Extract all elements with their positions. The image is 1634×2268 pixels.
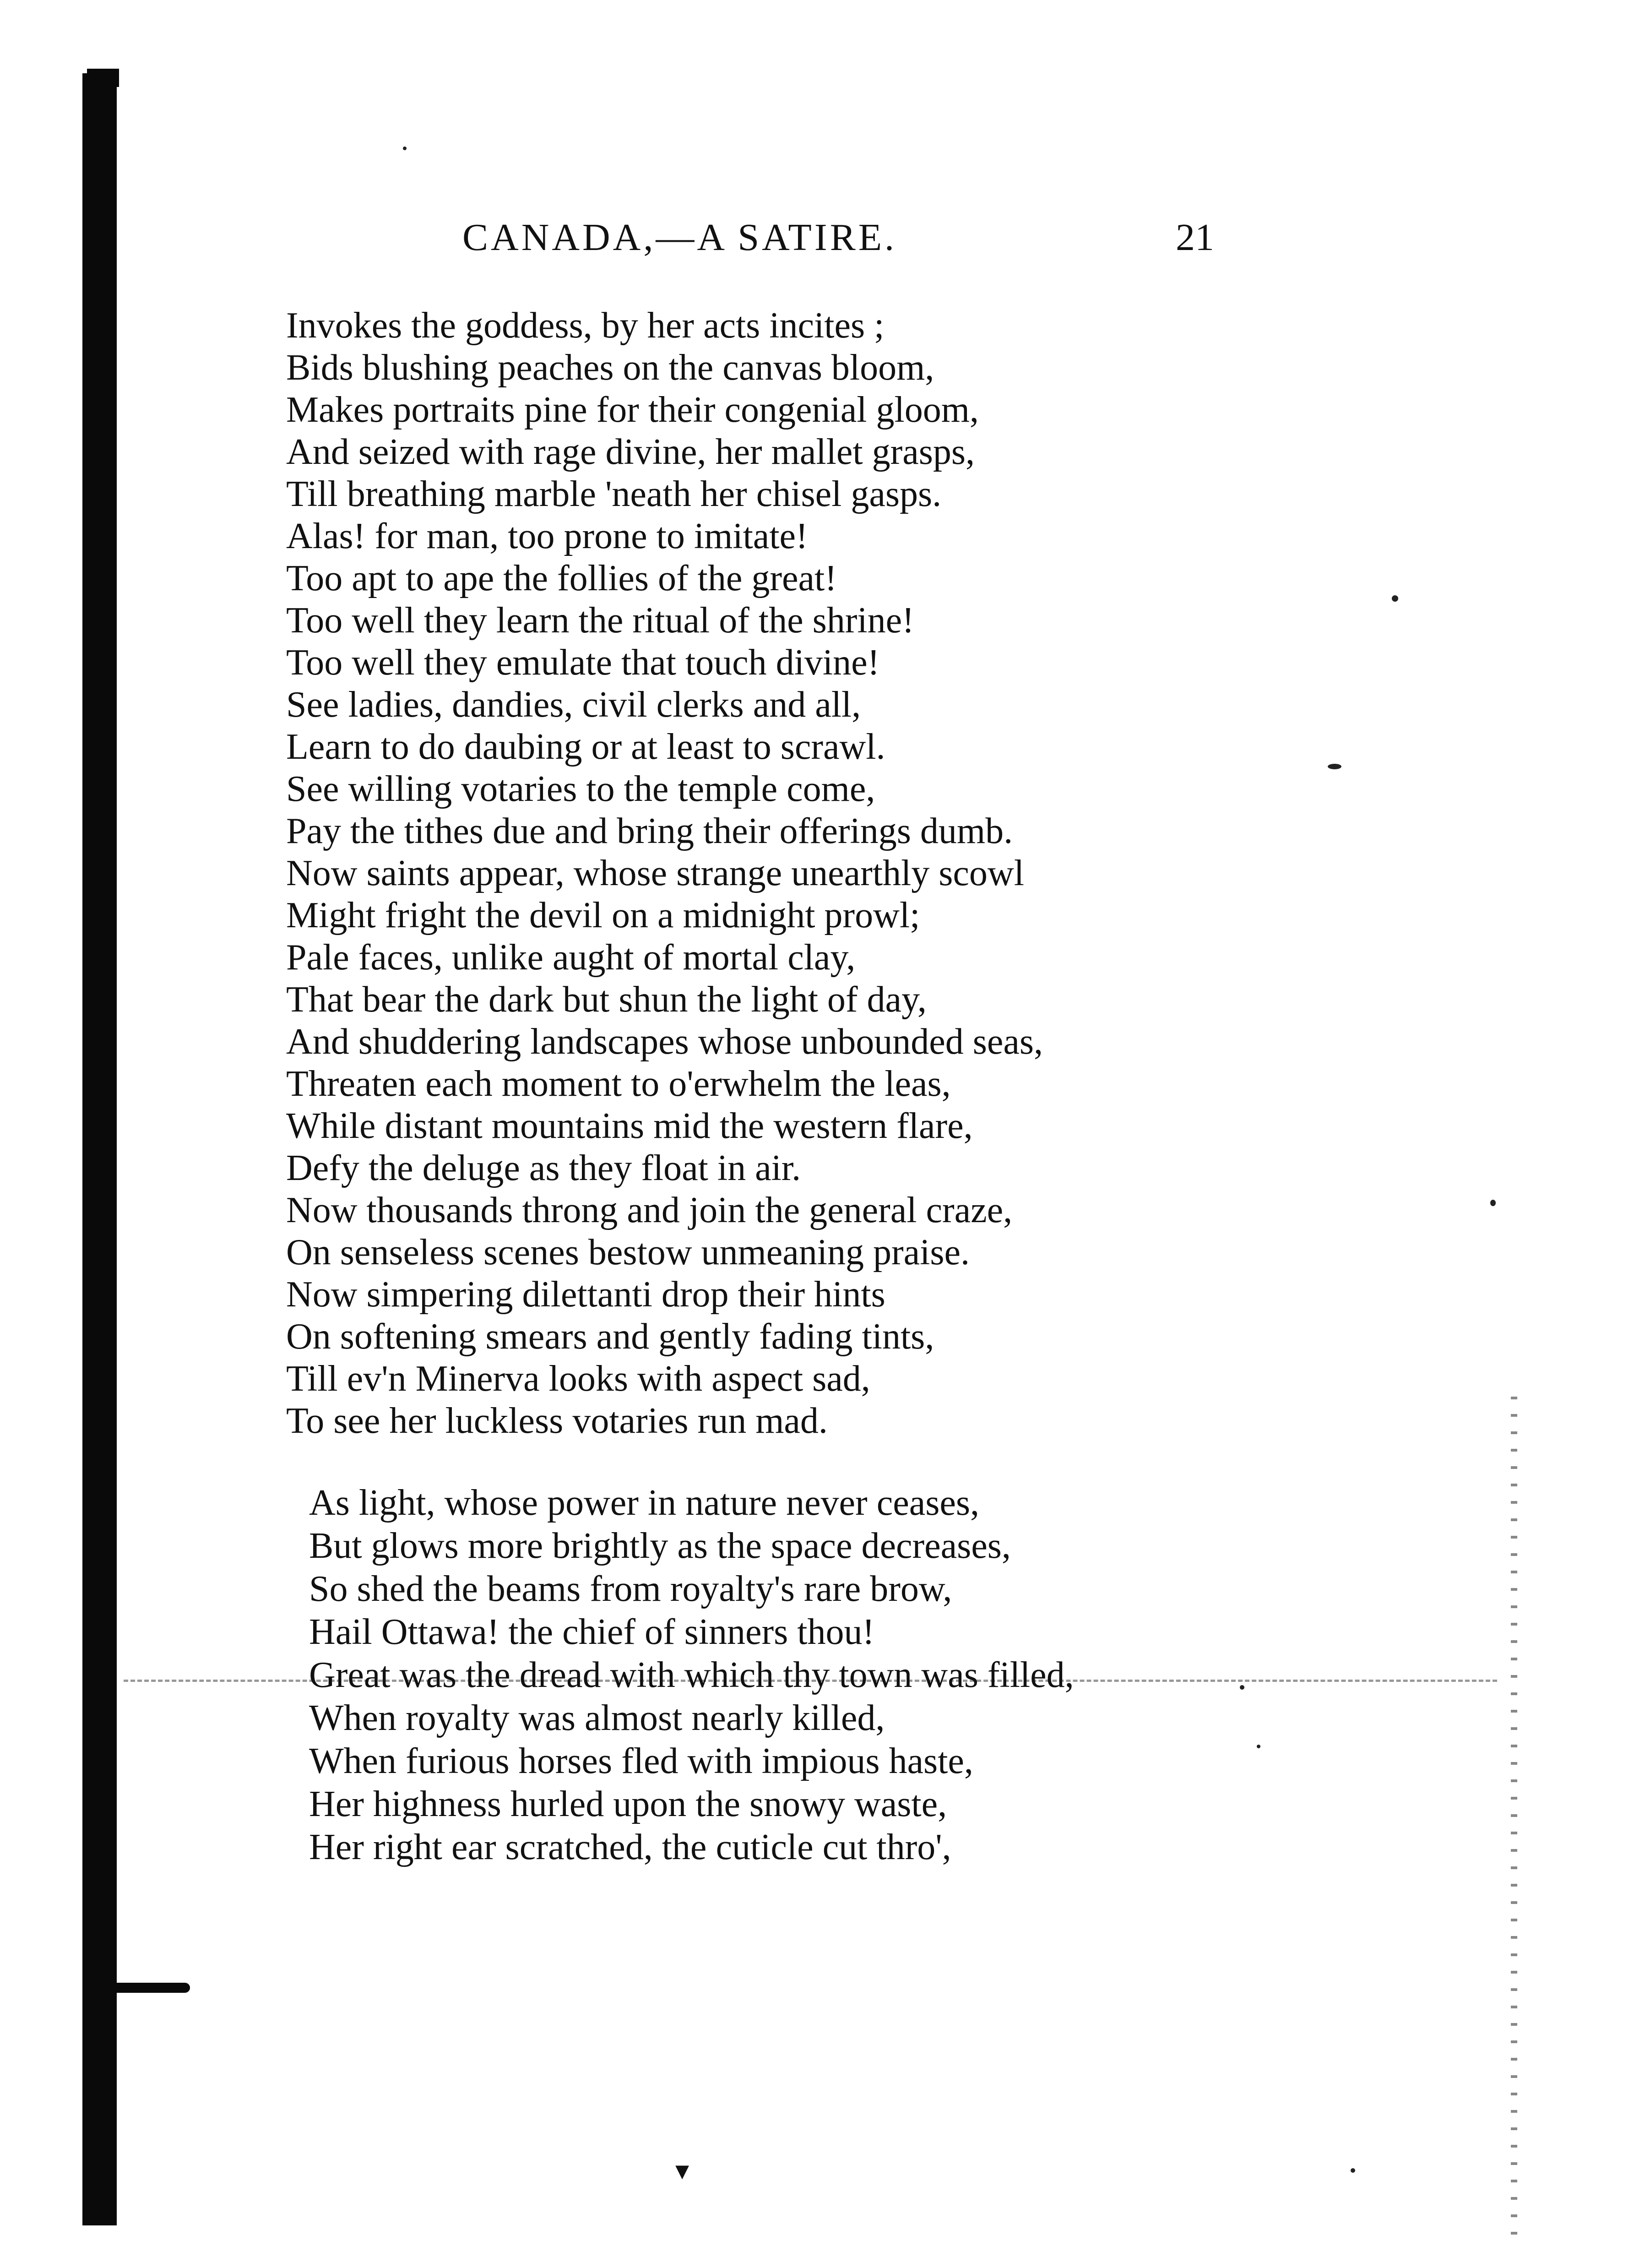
printer-ornament-icon: ▾ xyxy=(675,2155,689,2186)
poem-line: Hail Ottawa! the chief of sinners thou! xyxy=(309,1612,875,1652)
poem-line: Learn to do daubing or at least to scrawl. xyxy=(286,727,885,767)
poem-line: Might fright the devil on a midnight prowl; xyxy=(286,895,920,935)
poem-line: To see her luckless votaries run mad. xyxy=(286,1401,828,1441)
scan-speck xyxy=(1490,1200,1496,1206)
poem-line: Now saints appear, whose strange unearthly scowl xyxy=(286,853,1024,893)
poem-line: When furious horses fled with impious haste, xyxy=(309,1741,973,1781)
poem-line: Threaten each moment to o'erwhelm the leas, xyxy=(286,1064,951,1104)
scan-edge-noise xyxy=(1511,1397,1517,2244)
poem-line: Alas! for man, too prone to imitate! xyxy=(286,516,808,556)
scan-speck xyxy=(403,147,407,150)
poem-line: See ladies, dandies, civil clerks and all, xyxy=(286,685,861,725)
poem-line: And seized with rage divine, her mallet grasps, xyxy=(286,432,975,472)
running-title: CANADA,—A SATIRE. xyxy=(462,216,897,259)
poem-line: Pale faces, unlike aught of mortal clay, xyxy=(286,937,856,978)
poem-line: While distant mountains mid the western flare, xyxy=(286,1106,973,1146)
poem-line: That bear the dark but shun the light of day, xyxy=(286,979,927,1020)
scan-speck xyxy=(1392,595,1398,602)
poem-line: Too apt to ape the follies of the great! xyxy=(286,558,837,598)
poem-line: Makes portraits pine for their congenial gloom, xyxy=(286,390,979,430)
poem-line: When royalty was almost nearly killed, xyxy=(309,1698,885,1738)
poem-line: Now simpering dilettanti drop their hints xyxy=(286,1274,885,1315)
poem-line: On softening smears and gently fading tints, xyxy=(286,1316,934,1357)
binding-edge xyxy=(82,73,117,2225)
poem-line: Till ev'n Minerva looks with aspect sad, xyxy=(286,1359,870,1399)
poem-line: So shed the beams from royalty's rare brow, xyxy=(309,1569,952,1609)
page-number: 21 xyxy=(1176,216,1214,259)
poem-line: Her right ear scratched, the cuticle cut thro', xyxy=(309,1827,951,1867)
binding-mark xyxy=(117,1983,190,1993)
poem-line: Her highness hurled upon the snowy waste, xyxy=(309,1784,947,1824)
poem-line: See willing votaries to the temple come, xyxy=(286,769,875,809)
poem-line: But glows more brightly as the space decreases, xyxy=(309,1526,1011,1566)
poem-line: Pay the tithes due and bring their offerings dumb. xyxy=(286,811,1013,851)
poem-line: As light, whose power in nature never ceases, xyxy=(309,1483,979,1523)
poem-line: Great was the dread with which thy town was filled, xyxy=(309,1655,1074,1695)
scan-speck xyxy=(1257,1745,1260,1748)
poem-line: Too well they learn the ritual of the shrine! xyxy=(286,600,914,641)
poem-line: Invokes the goddess, by her acts incites ; xyxy=(286,305,885,346)
poem-line: Bids blushing peaches on the canvas bloom, xyxy=(286,348,934,388)
poem-line: And shuddering landscapes whose unbounded seas, xyxy=(286,1022,1043,1062)
poem-line: Now thousands throng and join the general craze, xyxy=(286,1190,1013,1230)
scan-speck xyxy=(1240,1685,1244,1690)
scan-speck xyxy=(1351,2168,1355,2173)
poem-line: Till breathing marble 'neath her chisel gasps. xyxy=(286,474,942,514)
poem-line: Too well they emulate that touch divine! xyxy=(286,642,880,683)
poem-stanza-2 xyxy=(309,1481,1074,1869)
scan-speck xyxy=(1328,764,1341,769)
poem-stanza-1 xyxy=(286,305,1043,1442)
poem-line: On senseless scenes bestow unmeaning praise. xyxy=(286,1232,970,1273)
poem-line: Defy the deluge as they float in air. xyxy=(286,1148,801,1188)
